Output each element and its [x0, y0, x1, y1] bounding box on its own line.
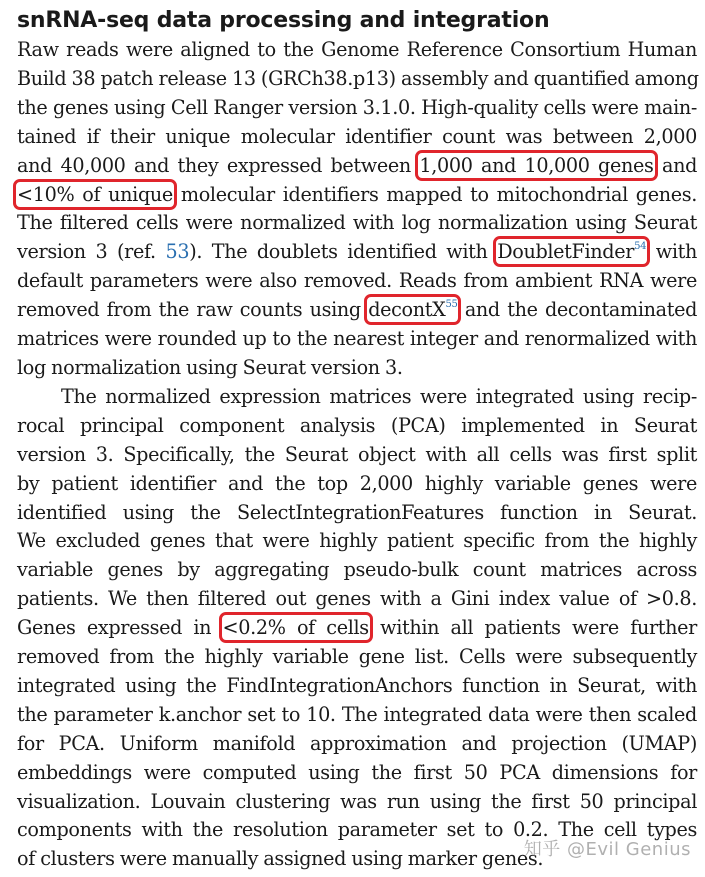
text-span: with	[646, 240, 697, 264]
reference-sup-55[interactable]: 55	[445, 299, 458, 311]
text-span: within all patients were further	[368, 616, 698, 640]
text-span: version 3 (ref.	[17, 240, 166, 264]
text-line	[17, 238, 697, 267]
article-section	[17, 6, 697, 874]
text-line: Raw reads were aligned to the Genome Reference Consortium Human	[17, 38, 697, 61]
text-line: We excluded genes that were highly patient specific from the highly	[17, 529, 697, 553]
highlight-cell-threshold: <0.2% of cells	[222, 616, 369, 640]
tool-name: DoubletFinder	[497, 240, 635, 264]
watermark: 知乎 @Evil Genius	[523, 839, 691, 860]
text-line: for PCA. Uniform manifold approximation and projection (UMAP)	[17, 731, 697, 755]
text-span: removed from the raw counts using	[17, 298, 369, 322]
text-line: of clusters were manually assigned using marker genes.	[17, 847, 544, 871]
text-line: by patient identifier and the top 2,000 highly variable genes were	[17, 471, 697, 495]
text-span: molecular identifiers mapped to mitochondrial genes.	[172, 182, 697, 206]
text-line	[17, 152, 697, 181]
text-line: Build 38 patch release 13 (GRCh38.p13) assembly and quantified among	[17, 66, 699, 90]
text-line	[17, 181, 697, 210]
reference-link-53[interactable]: 53	[165, 240, 190, 264]
text-line: embeddings were computed using the first 50 PCA dimensions for	[17, 760, 697, 784]
text-line: visualization. Louvain clustering was run using the first 50 principal	[17, 789, 697, 813]
text-line: default parameters were also removed. Reads from ambient RNA were	[17, 269, 697, 293]
text-line	[17, 614, 697, 643]
text-span: and 40,000 and they expressed between	[17, 153, 420, 177]
paragraph-1	[17, 36, 697, 383]
section-heading: snRNA-seq data processing and integration	[17, 8, 550, 33]
text-span: and	[653, 153, 698, 177]
text-span: Genes expressed in	[17, 616, 223, 640]
text-line: rocal principal component analysis (PCA) implemented in Seurat	[17, 413, 697, 437]
text-line: The filtered cells were normalized with log normalization using Seurat	[17, 211, 697, 235]
text-line: matrices were rounded up to the nearest integer and renormalized with	[17, 327, 697, 351]
highlight-doubletfinder	[497, 240, 646, 263]
paragraph-2	[17, 383, 697, 874]
text-line: removed from the highly variable gene list. Cells were subsequently	[17, 645, 697, 669]
text-line: components with the resolution parameter set to 0.2. The cell types	[17, 818, 697, 842]
highlight-decontx	[368, 298, 457, 321]
text-line: log normalization using Seurat version 3.	[17, 355, 403, 379]
text-line: The normalized expression matrices were integrated using recip-	[61, 384, 697, 408]
text-line: variable genes by aggregating pseudo-bulk count matrices across	[17, 558, 697, 582]
text-line: version 3. Specifically, the Seurat object with all cells was first split	[17, 442, 697, 466]
tool-name: decontX	[368, 298, 446, 322]
text-line: patients. We then filtered out genes with a Gini index value of >0.8.	[17, 587, 697, 611]
text-line	[17, 296, 697, 325]
text-span: and the decontaminated	[457, 298, 698, 322]
text-line: the genes using Cell Ranger version 3.1.0. High-quality cells were main-	[17, 95, 697, 119]
text-span: ). The doublets identified with	[189, 240, 498, 264]
text-line: integrated using the FindIntegrationAnchors function in Seurat, with	[17, 673, 697, 697]
text-line: tained if their unique molecular identifier count was between 2,000	[17, 124, 697, 148]
text-line: identified using the SelectIntegrationFeatures function in Seurat.	[17, 500, 697, 524]
highlight-mito-threshold: <10% of unique	[17, 182, 173, 206]
reference-sup-54[interactable]: 54	[634, 241, 647, 253]
highlight-gene-range: 1,000 and 10,000 genes	[419, 153, 654, 177]
text-line: the parameter k.anchor set to 10. The integrated data were then scaled	[17, 702, 697, 726]
